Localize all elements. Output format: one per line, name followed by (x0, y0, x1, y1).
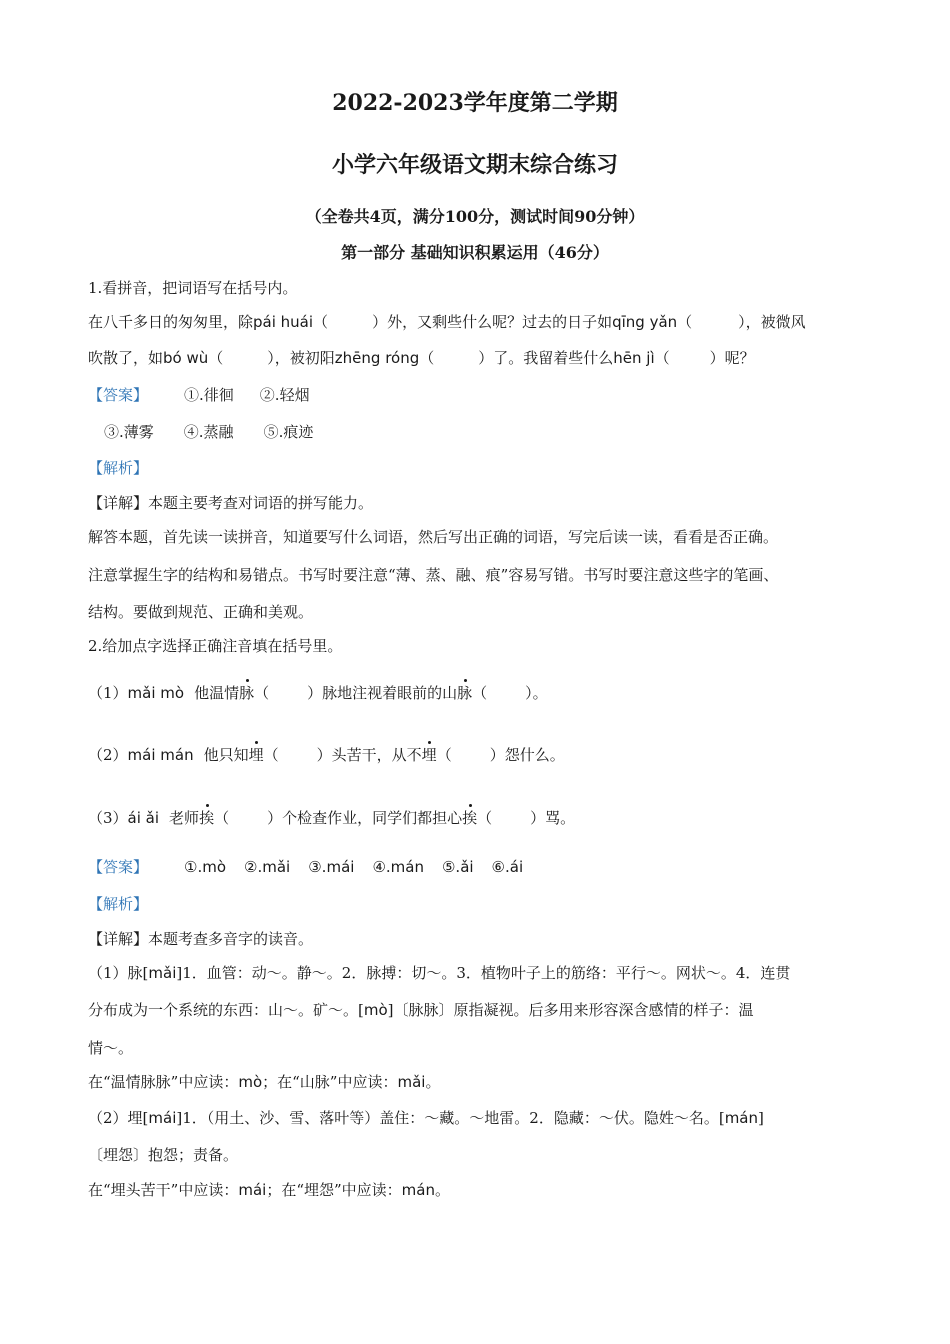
analysis-label: 【解析】 (88, 895, 149, 913)
answer-label: 【答案】 (88, 386, 149, 404)
dotted-char: 脉 (239, 684, 255, 702)
question-1-line-2: 吹散了，如bó wù（ ），被初阳zhēng róng（ ）了。我留着些什么hēn jì（ ）呢？ (88, 349, 755, 367)
pinyin: zhēng róng (334, 349, 420, 367)
analysis-text: 分布成为一个系统的东西：山～。矿～。[mò]〔脉脉〕原指凝视。后多用来形容深含感情的样子：温 (88, 1001, 754, 1019)
pinyin-options: ái ǎi (127, 809, 160, 827)
dotted-char: 挨 (199, 809, 215, 827)
pinyin: pái huái (253, 313, 314, 331)
pinyin: qīng yǎn (612, 313, 678, 331)
detail-line: 【详解】本题考查多音字的读音。 (88, 930, 314, 948)
question-1-line-1: 在八千多日的匆匆里，除pái huái（ ）外，又剩些什么呢？过去的日子如qīng yǎn（ ），被微风 (88, 313, 806, 331)
document-title: 2022-2023学年度第二学期 (332, 90, 618, 116)
analysis-text: 注意掌握生字的结构和易错点。书写时要注意“薄、蒸、融、痕”容易写错。书写时要注意这些字的笔画、 (88, 566, 779, 584)
answer-label: 【答案】 (88, 858, 149, 876)
sub-question-2: （2）mái mán 他只知埋（ ）头苦干，从不埋（ ）怨什么。 (88, 746, 565, 764)
sub-question-1: （1）mǎi mò 他温情脉（ ）脉地注视着眼前的山脉（ ）。 (88, 684, 548, 702)
pinyin: bó wù (163, 349, 209, 367)
analysis-text: 解答本题，首先读一读拼音，知道要写什么词语，然后写出正确的词语，写完后读一读，看看是否正确。 (88, 528, 779, 546)
answer-row-2: ③.薄雾 ④.蒸融 ⑤.痕迹 (104, 423, 314, 441)
analysis-text: 在“埋头苦干”中应读：mái；在“埋怨”中应读：mán。 (88, 1181, 450, 1199)
pinyin-options: mái mán (127, 746, 194, 764)
dotted-char: 埋 (421, 746, 437, 764)
question-1-prompt: 1.看拼音，把词语写在括号内。 (88, 279, 298, 297)
dotted-char: 脉 (457, 684, 473, 702)
analysis-text: 结构。要做到规范、正确和美观。 (88, 603, 314, 621)
analysis-text: （2）埋[mái]1．（用土、沙、雪、落叶等）盖住：～藏。～地雷。2．隐藏：～伏。隐姓～名。[mán] (88, 1109, 764, 1127)
detail-line: 【详解】本题主要考查对词语的拼写能力。 (88, 494, 374, 512)
document-subtitle: 小学六年级语文期末综合练习 (331, 152, 618, 178)
sub-question-3: （3）ái ǎi 老师挨（ ）个检查作业，同学们都担心挨（ ）骂。 (88, 809, 576, 827)
analysis-text: 在“温情脉脉”中应读：mò；在“山脉”中应读：mǎi。 (88, 1073, 441, 1091)
analysis-label: 【解析】 (88, 459, 149, 477)
answer-row-3: 【答案】 ①.mò ②.mǎi ③.mái ④.mán ⑤.ǎi ⑥.ái (88, 858, 524, 876)
analysis-text: 〔埋怨〕抱怨；责备。 (88, 1146, 239, 1164)
pinyin: hēn jì (613, 349, 655, 367)
dotted-char: 挨 (462, 809, 478, 827)
question-2-prompt: 2.给加点字选择正确注音填在括号里。 (88, 637, 343, 655)
dotted-char: 埋 (248, 746, 264, 764)
pinyin-options: mǎi mò (127, 684, 185, 702)
analysis-text: 情～。 (88, 1039, 134, 1057)
answer-row-1: 【答案】 ①.徘徊 ②.轻烟 (88, 386, 310, 404)
analysis-text: （1）脉[mǎi]1．血管：动～。静～。2．脉搏：切～。3．植物叶子上的筋络：平行～。网状～。4．连贯 (88, 964, 791, 982)
exam-note: （全卷共4页，满分100分，测试时间90分钟） (305, 207, 645, 226)
part-heading: 第一部分 基础知识积累运用（46分） (341, 243, 609, 262)
